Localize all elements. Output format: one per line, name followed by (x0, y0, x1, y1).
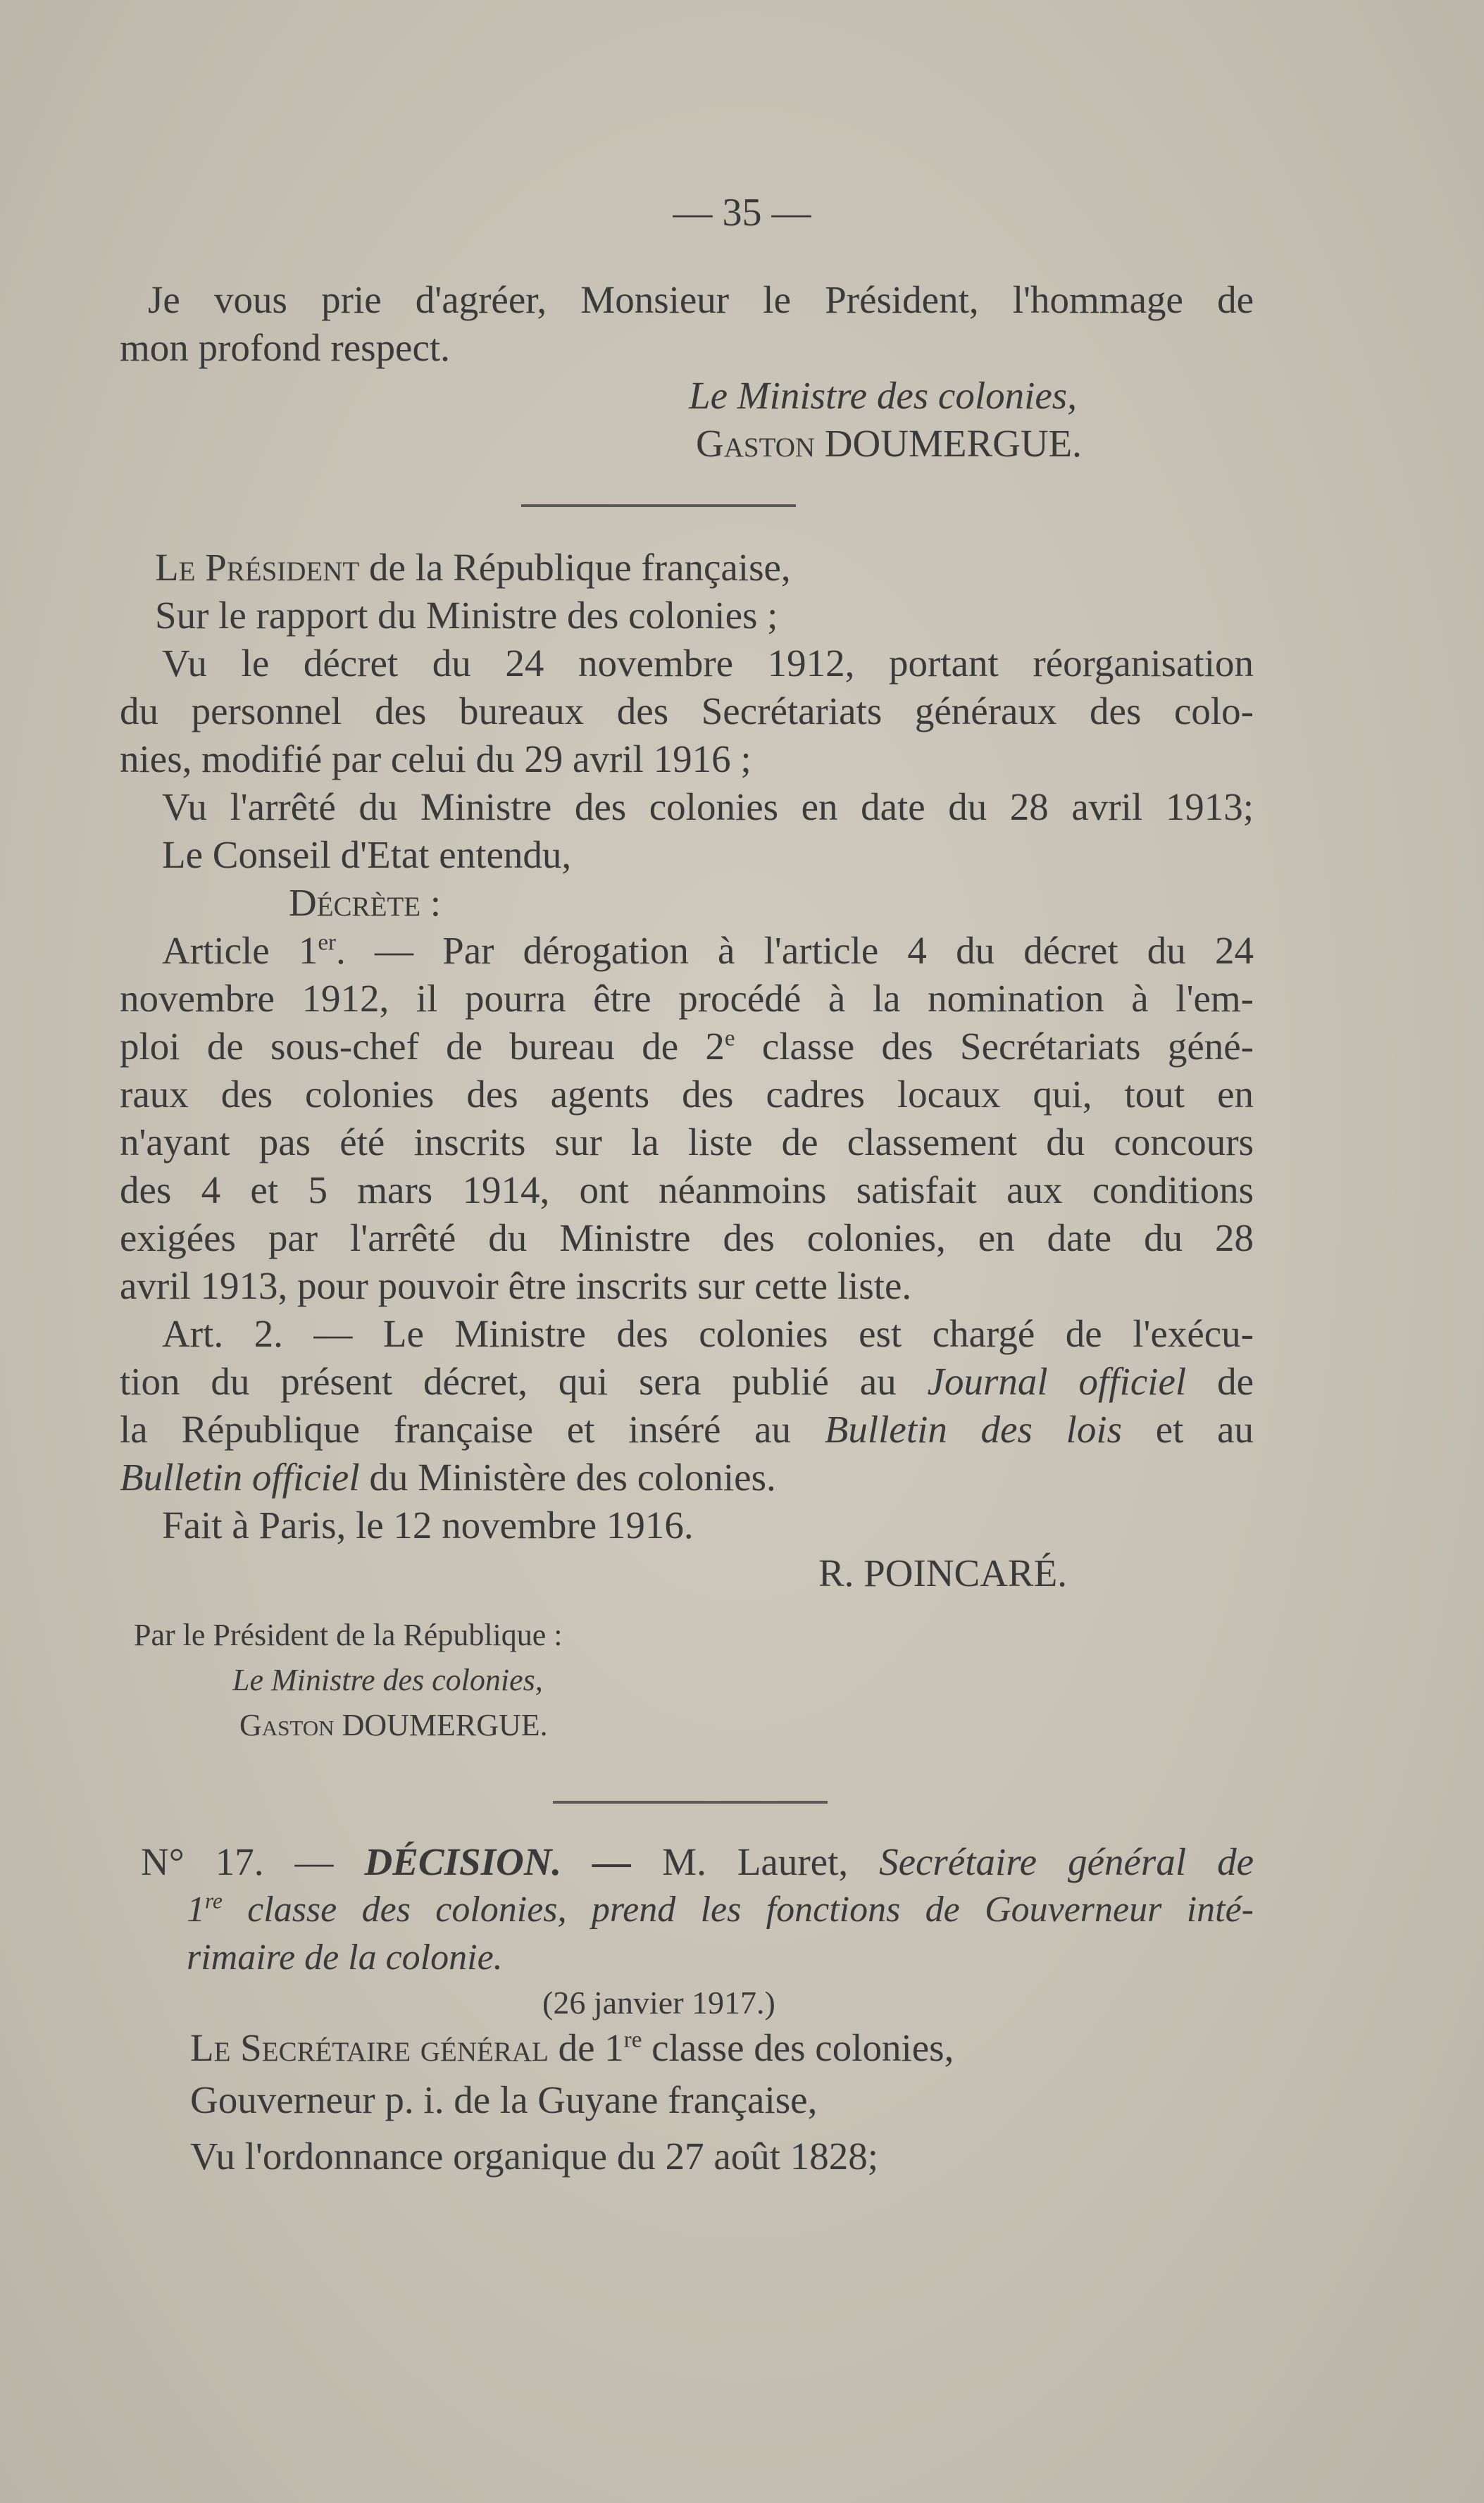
decision-date: (26 janvier 1917.) (542, 1985, 775, 2021)
decree-block (120, 544, 1254, 1597)
article-1-line7: exigées par l'arrêté du Ministre des colonies, en date du 28 (120, 1216, 1254, 1259)
decision-block (120, 1838, 1254, 2185)
separator-rule-2 (553, 1801, 828, 1804)
article-1-line2: novembre 1912, il pourra être procédé à la nomination à l'em- (120, 977, 1254, 1020)
decision-subject-line3: rimaire de la colonie. (187, 1937, 503, 1978)
article-1-line4: raux des colonies des agents des cadres locaux qui, tout en (120, 1073, 1254, 1116)
decree-conseil: Le Conseil d'Etat entendu, (162, 833, 572, 876)
decree-vu1-line2: du personnel des bureaux des Secrétariats généraux des colo- (120, 689, 1254, 732)
par-president: Par le Président de la République : (134, 1618, 563, 1652)
decision-secretary: Le Secrétaire général de 1re classe des colonies, (190, 2026, 954, 2069)
decree-president: Le Président de la République française, (155, 546, 791, 589)
article-1-line6: des 4 et 5 mars 1914, ont néanmoins satisfait aux conditions (120, 1168, 1254, 1211)
closing-line-1: Je vous prie d'agréer, Monsieur le Président, l'hommage de (148, 278, 1254, 321)
article-1-line1: Article 1er. — Par dérogation à l'article 4 du décret du 24 (162, 929, 1254, 972)
decree-fait: Fait à Paris, le 12 novembre 1916. (162, 1504, 694, 1547)
decree-vu2: Vu l'arrêté du Ministre des colonies en date du 28 avril 1913; (162, 785, 1254, 828)
closing-line-2: mon profond respect. (120, 326, 450, 369)
decree-report: Sur le rapport du Ministre des colonies ; (155, 594, 778, 637)
minister-name: Gaston DOUMERGUE. (239, 1708, 548, 1742)
article-1-line8: avril 1913, pour pouvoir être inscrits sur cette liste. (120, 1264, 912, 1307)
decree-signature: R. POINCARÉ. (818, 1552, 1067, 1594)
decision-governor: Gouverneur p. i. de la Guyane française, (190, 2078, 818, 2121)
article-1-line3: ploi de sous-chef de bureau de 2e classe des Secrétariats géné- (120, 1025, 1254, 1068)
article-2-line4: Bulletin officiel du Ministère des colonies. (120, 1456, 776, 1499)
closing-title: Le Ministre des colonies, (689, 374, 1077, 417)
decision-heading: N° 17. — DÉCISION. — M. Lauret, Secrétaire général de (141, 1840, 1254, 1883)
page-number: — 35 — (673, 191, 811, 235)
article-2-line3: la République française et inséré au Bulletin des lois et au (120, 1408, 1254, 1451)
article-2-line2: tion du présent décret, qui sera publié au Journal officiel de (120, 1360, 1254, 1403)
article-1-line5: n'ayant pas été inscrits sur la liste de classement du concours (120, 1121, 1254, 1163)
decision-subject-line2: 1re classe des colonies, prend les fonctions de Gouverneur inté- (187, 1888, 1254, 1930)
decree-vu1-line3: nies, modifié par celui du 29 avril 1916 ; (120, 737, 752, 780)
closing-block (120, 276, 1254, 468)
decision-vu: Vu l'ordonnance organique du 27 août 1828; (190, 2135, 879, 2178)
minister-countersign (134, 1613, 563, 1748)
minister-title: Le Ministre des colonies, (232, 1663, 543, 1697)
decree-decrete: Décrète : (289, 881, 442, 924)
decree-vu1-line1: Vu le décret du 24 novembre 1912, portant réorganisation (162, 642, 1254, 685)
separator-rule-1 (521, 504, 796, 507)
article-2-line1: Art. 2. — Le Ministre des colonies est chargé de l'exécu- (162, 1312, 1254, 1355)
closing-signature: Gaston DOUMERGUE. (696, 422, 1082, 465)
